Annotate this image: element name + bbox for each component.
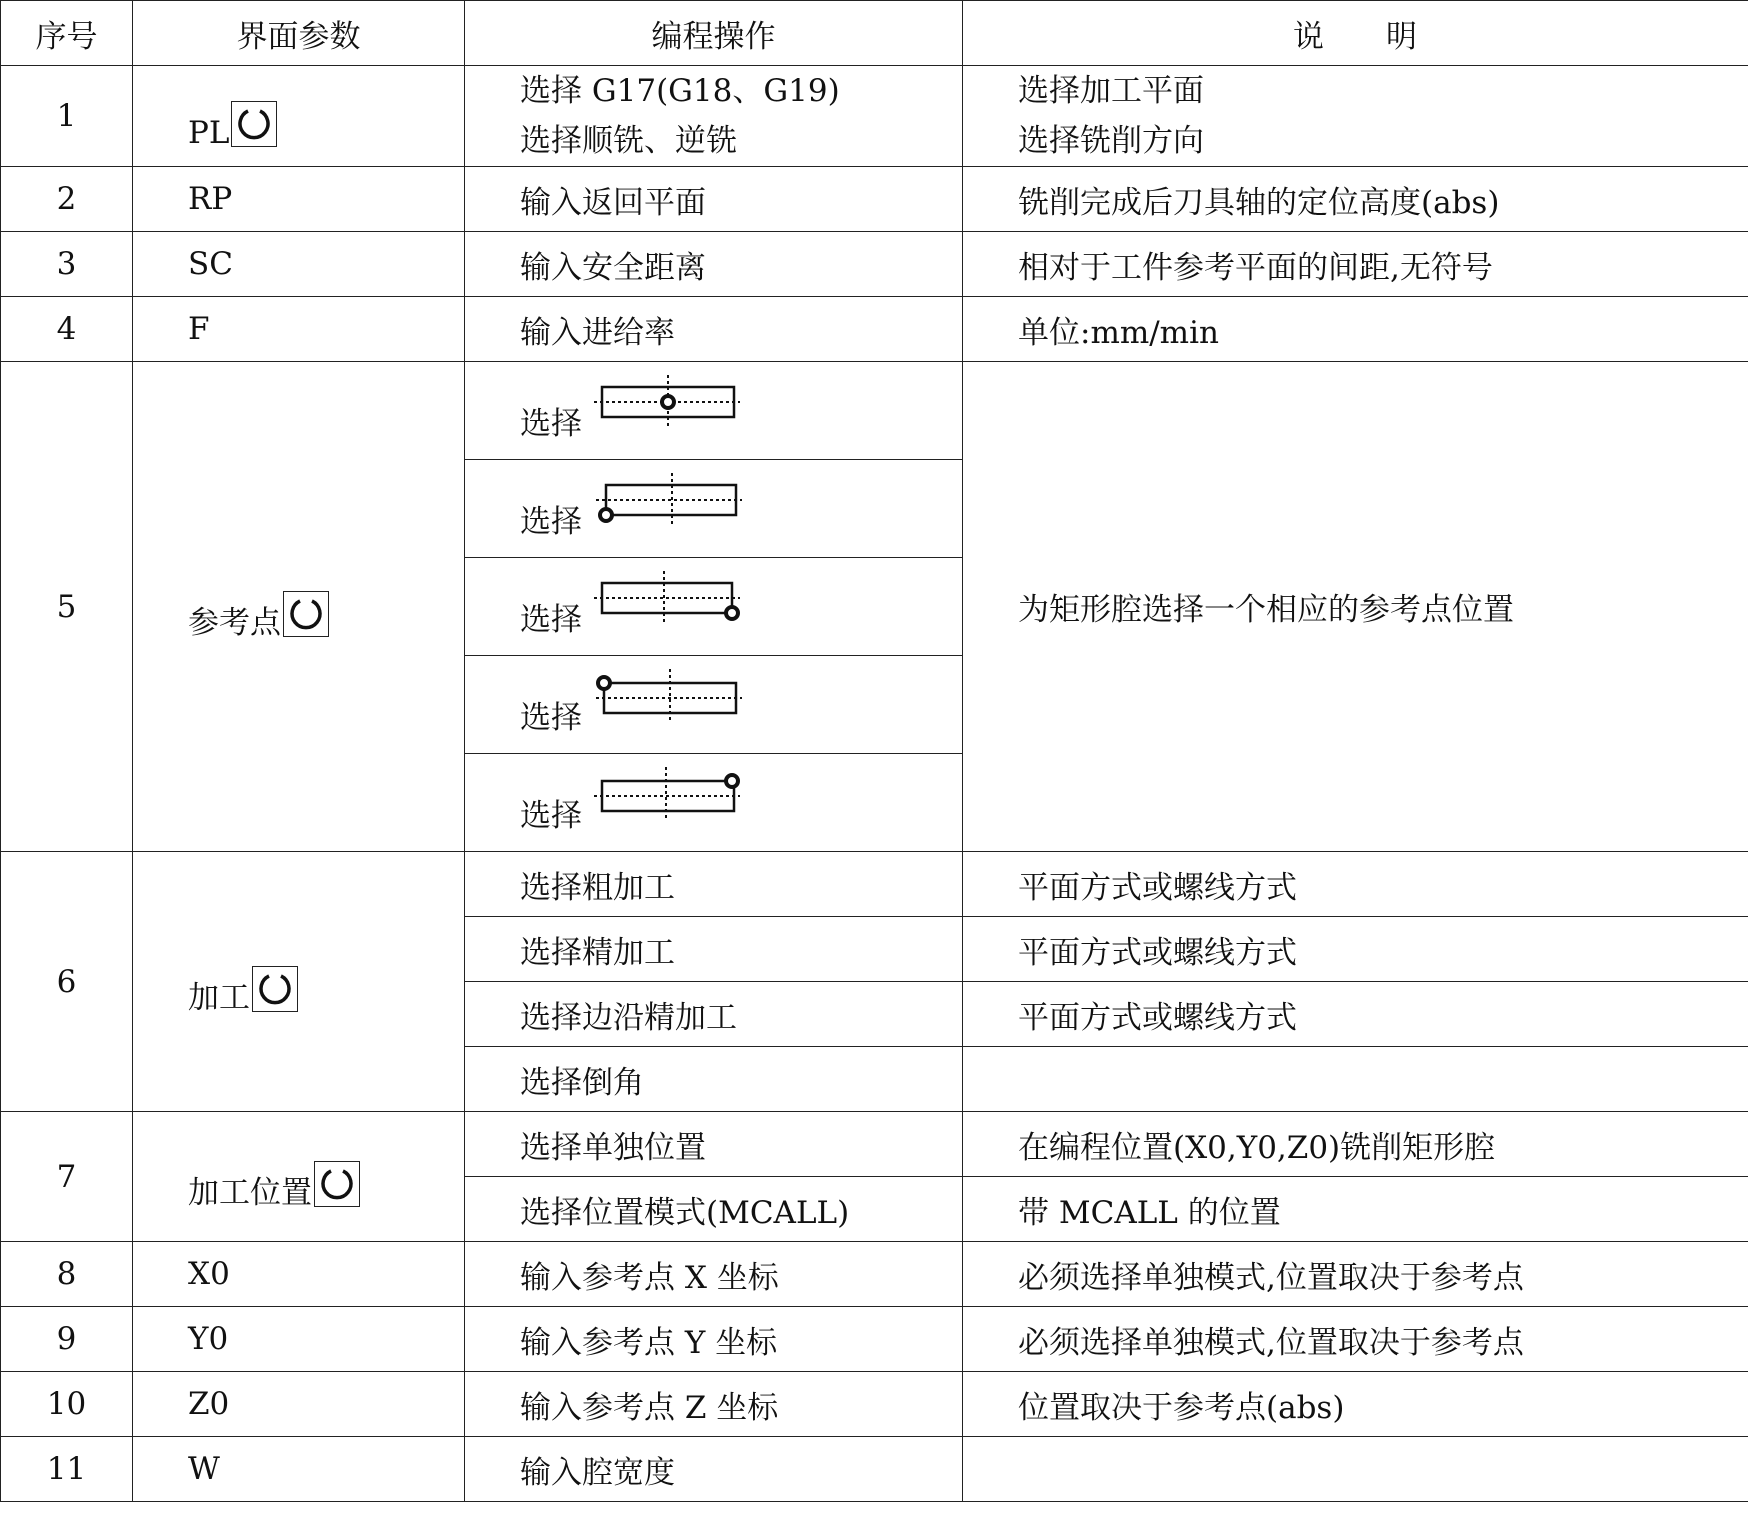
op-cell: 输入返回平面	[465, 167, 963, 232]
table-row	[1, 1437, 1748, 1502]
desc-cell: 相对于工件参考平面的间距,无符号	[963, 232, 1748, 297]
table-row	[1, 66, 1748, 167]
desc-cell: 位置取决于参考点(abs)	[963, 1372, 1748, 1437]
desc-cell: 铣削完成后刀具轴的定位高度(abs)	[963, 167, 1748, 232]
seq-cell: 1	[1, 66, 133, 167]
desc-cell: 平面方式或螺线方式	[963, 852, 1748, 917]
desc-cell	[963, 1437, 1748, 1502]
table-row	[1, 297, 1748, 362]
param-label: 加工	[188, 980, 250, 1016]
op-cell	[465, 656, 963, 754]
desc-cell	[963, 1047, 1748, 1112]
desc-cell: 平面方式或螺线方式	[963, 917, 1748, 982]
ref-point-bottom-right-icon[interactable]	[592, 569, 742, 633]
seq-cell: 8	[1, 1242, 133, 1307]
param-cell	[133, 362, 465, 852]
op-cell: 输入安全距离	[465, 232, 963, 297]
op-cell: 选择边沿精加工	[465, 982, 963, 1047]
op-cell: 选择粗加工	[465, 852, 963, 917]
seq-cell: 11	[1, 1437, 133, 1502]
param-cell: X0	[133, 1242, 465, 1307]
param-cell: SC	[133, 232, 465, 297]
seq-cell: 7	[1, 1112, 133, 1242]
desc-cell	[963, 66, 1748, 167]
ref-point-bottom-left-icon[interactable]	[592, 471, 742, 535]
seq-cell: 10	[1, 1372, 133, 1437]
op-cell: 选择倒角	[465, 1047, 963, 1112]
select-label: 选择	[520, 797, 582, 834]
toggle-cycle-icon[interactable]	[252, 966, 298, 1012]
param-cell: Y0	[133, 1307, 465, 1372]
toggle-cycle-icon[interactable]	[231, 101, 277, 147]
desc-cell: 为矩形腔选择一个相应的参考点位置	[963, 362, 1748, 852]
seq-cell: 4	[1, 297, 133, 362]
header-seq: 序号	[1, 1, 133, 66]
desc-cell: 平面方式或螺线方式	[963, 982, 1748, 1047]
param-cell: F	[133, 297, 465, 362]
op-cell: 输入进给率	[465, 297, 963, 362]
op-cell	[465, 558, 963, 656]
param-label: PL	[188, 115, 230, 151]
op-line: 选择顺铣、逆铣	[520, 123, 737, 159]
table-header-row	[1, 1, 1748, 66]
header-desc: 说 明	[963, 1, 1748, 66]
select-label: 选择	[520, 405, 582, 442]
table-row	[1, 852, 1748, 917]
op-cell: 选择单独位置	[465, 1112, 963, 1177]
seq-cell: 2	[1, 167, 133, 232]
param-cell: RP	[133, 167, 465, 232]
op-cell: 输入参考点 Z 坐标	[465, 1372, 963, 1437]
table-row	[1, 232, 1748, 297]
select-label: 选择	[520, 503, 582, 540]
toggle-cycle-icon[interactable]	[314, 1161, 360, 1207]
desc-line: 选择铣削方向	[1018, 123, 1204, 159]
header-param: 界面参数	[133, 1, 465, 66]
ref-point-center-icon[interactable]	[592, 373, 742, 437]
table-row	[1, 1372, 1748, 1437]
param-label: 参考点	[188, 605, 281, 641]
table-row	[1, 362, 1748, 460]
toggle-cycle-icon[interactable]	[283, 591, 329, 637]
desc-cell: 在编程位置(X0,Y0,Z0)铣削矩形腔	[963, 1112, 1748, 1177]
desc-line: 选择加工平面	[1018, 73, 1204, 109]
select-label: 选择	[520, 699, 582, 736]
desc-cell: 单位:mm/min	[963, 297, 1748, 362]
op-cell	[465, 66, 963, 167]
desc-cell: 必须选择单独模式,位置取决于参考点	[963, 1242, 1748, 1307]
op-cell: 选择精加工	[465, 917, 963, 982]
table-row	[1, 1112, 1748, 1177]
param-cell: Z0	[133, 1372, 465, 1437]
param-cell	[133, 1112, 465, 1242]
ref-point-top-left-icon[interactable]	[592, 667, 742, 731]
param-cell	[133, 852, 465, 1112]
seq-cell: 3	[1, 232, 133, 297]
ref-point-top-right-icon[interactable]	[592, 765, 742, 829]
op-cell	[465, 362, 963, 460]
table-row	[1, 1307, 1748, 1372]
param-cell	[133, 66, 465, 167]
op-cell: 输入腔宽度	[465, 1437, 963, 1502]
seq-cell: 5	[1, 362, 133, 852]
op-cell: 输入参考点 Y 坐标	[465, 1307, 963, 1372]
seq-cell: 6	[1, 852, 133, 1112]
op-cell	[465, 754, 963, 852]
seq-cell: 9	[1, 1307, 133, 1372]
desc-cell: 必须选择单独模式,位置取决于参考点	[963, 1307, 1748, 1372]
desc-cell: 带 MCALL 的位置	[963, 1177, 1748, 1242]
op-cell: 选择位置模式(MCALL)	[465, 1177, 963, 1242]
param-label: 加工位置	[188, 1175, 312, 1211]
op-cell	[465, 460, 963, 558]
table-row	[1, 1242, 1748, 1307]
param-cell: W	[133, 1437, 465, 1502]
table-row	[1, 167, 1748, 232]
op-cell: 输入参考点 X 坐标	[465, 1242, 963, 1307]
op-line: 选择 G17(G18、G19)	[520, 73, 840, 109]
select-label: 选择	[520, 601, 582, 638]
header-op: 编程操作	[465, 1, 963, 66]
